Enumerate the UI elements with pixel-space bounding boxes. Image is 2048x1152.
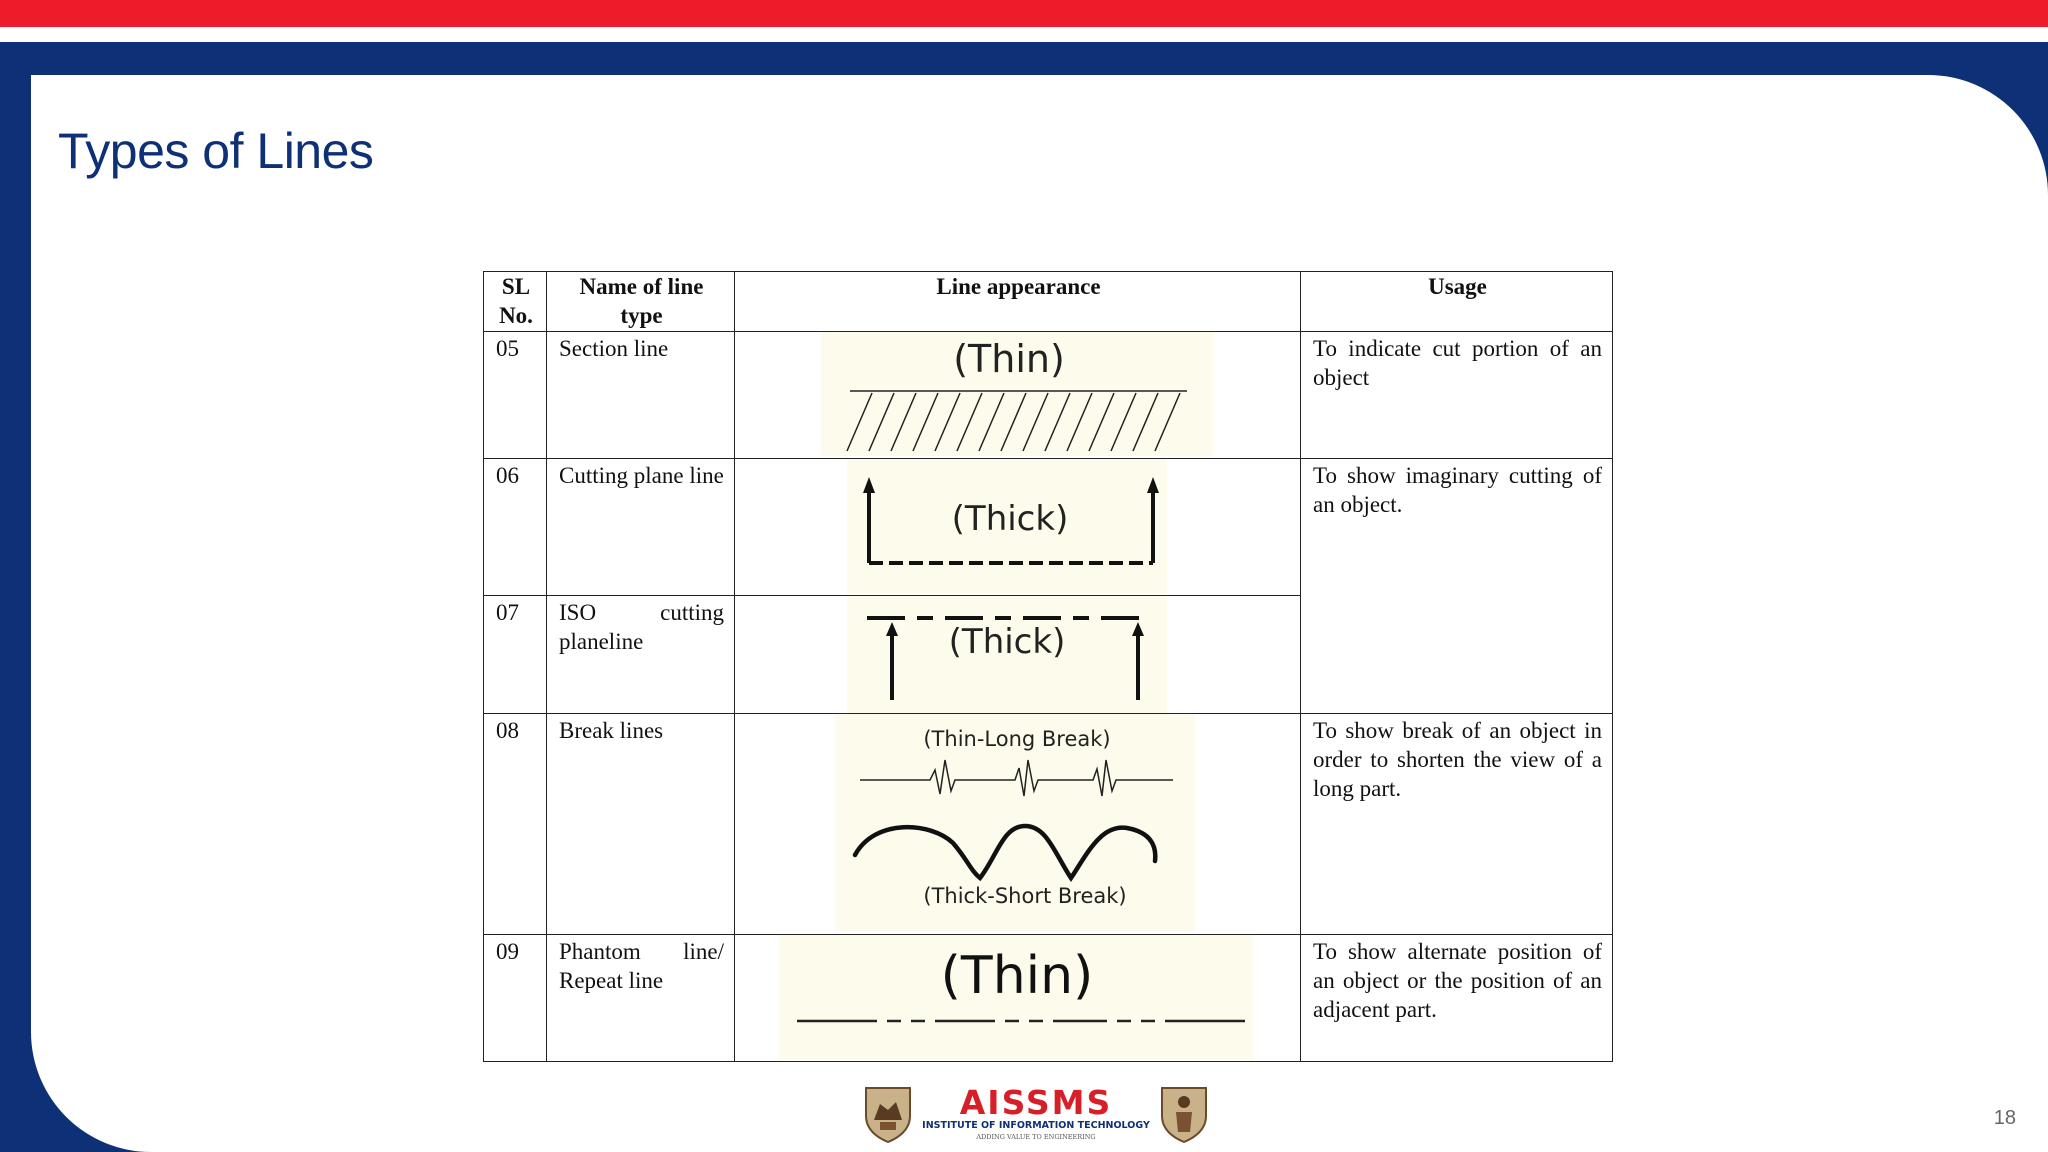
table-row [484,935,1613,1062]
section-line-figure [735,332,1301,459]
iso-cutting-plane-label: (Thick) [948,622,1066,662]
logo-tagline: ADDING VALUE TO ENGINEERING [976,1133,1096,1141]
header-appearance: Line appearance [735,272,1301,332]
top-white-stripe [0,27,2048,42]
table-row [484,714,1613,935]
header-name: Name of line type [547,272,735,332]
phantom-line-label: (Thin) [940,946,1094,1006]
row-usage: To show alternate position of an object or the position of an adjacent part. [1301,935,1613,1062]
row-name: Cutting plane line [547,459,735,596]
cutting-plane-label: (Thick) [951,499,1069,539]
iso-cutting-plane-figure [735,596,1301,714]
logo-subtitle: INSTITUTE OF INFORMATION TECHNOLOGY [922,1120,1150,1131]
row-sl: 08 [484,714,547,935]
line-types-table [483,271,1613,1062]
table-row [484,459,1613,596]
row-sl: 06 [484,459,547,596]
section-line-label: (Thin) [953,337,1065,381]
slide-title: Types of Lines [58,123,374,179]
row-usage: To show imaginary cutting of an object. [1301,459,1613,714]
header-sl: SL No. [484,272,547,332]
row-name: Section line [547,332,735,459]
table-header-row [484,272,1613,332]
top-red-stripe [0,0,2048,27]
row-usage: To indicate cut portion of an object [1301,332,1613,459]
row-name: ISO cutting planeline [547,596,735,714]
row-name: Break lines [547,714,735,935]
phantom-line-figure [735,935,1301,1062]
row-sl: 09 [484,935,547,1062]
break-lines-figure [735,714,1301,935]
row-usage: To show break of an object in order to shorten the view of a long part. [1301,714,1613,935]
slide-number: 18 [1993,1107,2016,1129]
thick-short-break-label: (Thick-Short Break) [923,884,1127,908]
row-name: Phantom line/ Repeat line [547,935,735,1062]
thin-long-break-label: (Thin-Long Break) [923,727,1111,751]
row-sl: 05 [484,332,547,459]
right-crest-icon [1162,1088,1206,1142]
table-row [484,332,1613,459]
header-usage: Usage [1301,272,1613,332]
aissms-logo [860,1082,1212,1144]
cutting-plane-figure [735,459,1301,596]
logo-name: AISSMS [959,1083,1113,1122]
row-sl: 07 [484,596,547,714]
left-crest-icon [866,1088,910,1142]
